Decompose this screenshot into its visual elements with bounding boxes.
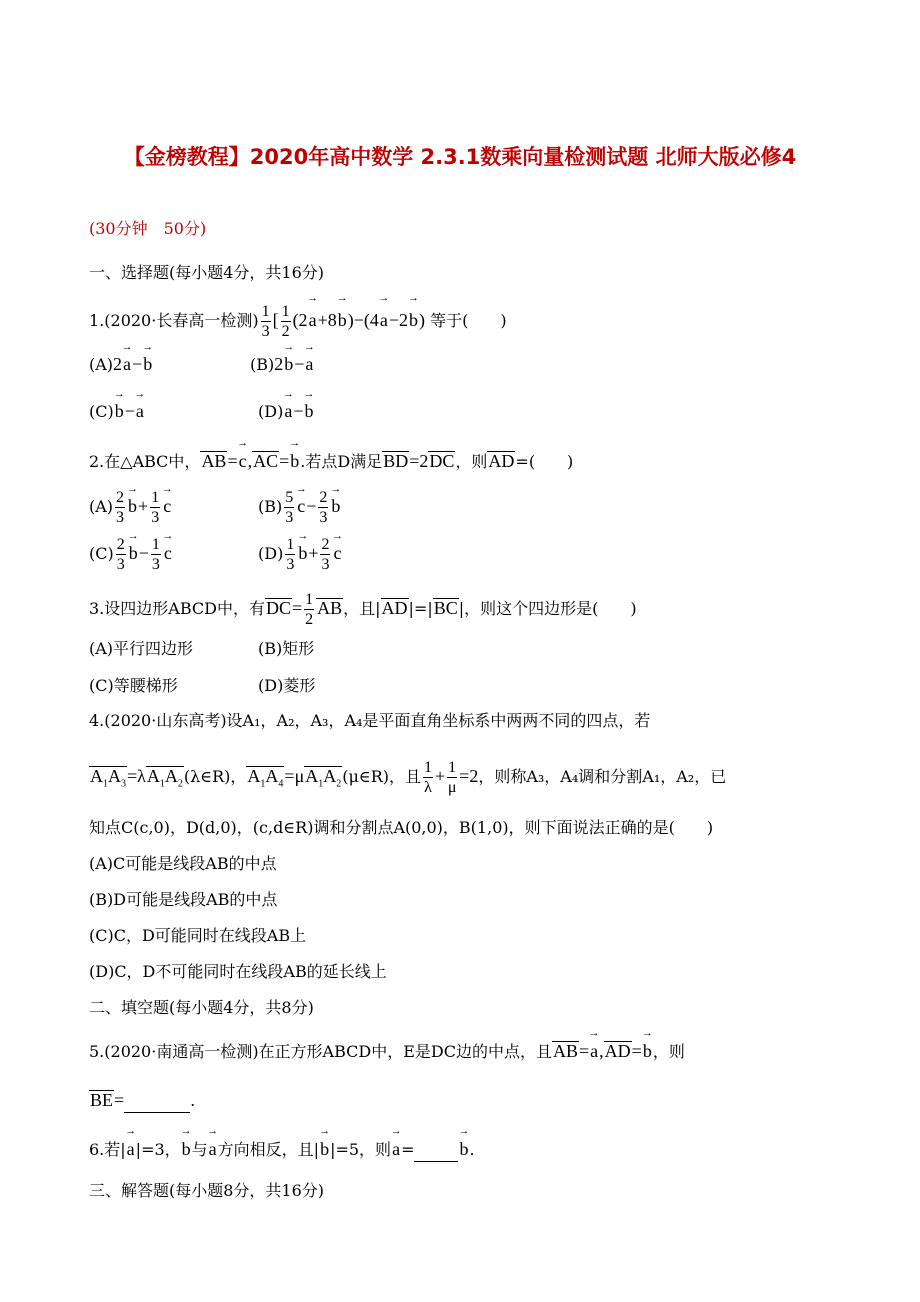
question-3: 3.设四边形ABCD中，有DC= $\frac{1}{2}$ AB，且|AD|=|BC|，则这个四边形是( ) (89, 591, 637, 628)
question-5-line-2: BE= . (89, 1089, 195, 1113)
q4-option-d[interactable]: (D)C，D不可能同时在线段AB的延长线上 (89, 962, 387, 981)
fraction-one-third: $\frac{1}{3}$ (261, 303, 270, 340)
q1-option-c[interactable]: (C)→ b−→ a (89, 401, 145, 422)
question-6: 6.若|→ a|=3，→ b与→ a方向相反，且|→ b|=5，则→ a= → b. (89, 1138, 475, 1162)
page-title: 【金榜教程】2020年高中数学 2.3.1数乘向量检测试题 北师大版必修4 (123, 145, 797, 169)
question-4-line-2: $A_1A_3=\lambda A_1A_2(\lambda\in R)$，$A_1A_4=\mu A_1A_2(\mu\in R)$，且 $\frac{1}{\lambda}$ + $\frac{1}{\mu}$ =2，则称A₃，A₄调和分割A₁，A₂，已 (90, 759, 727, 796)
q3-option-d[interactable]: (D)菱形 (258, 676, 316, 695)
q1-option-d[interactable]: (D)→ a−→ b (258, 401, 314, 422)
question-2: 2.在△ABC中，AB=→ c,AC=→ b.若点D满足BD=2DC，则AD=( ) (89, 450, 573, 473)
q1-prefix: 1.(2020·长春高一检测) (89, 311, 259, 330)
q1-option-a[interactable]: (A)2→ a−→ b (89, 354, 153, 375)
q4-option-c[interactable]: (C)C，D可能同时在线段AB上 (89, 926, 307, 945)
q4-option-a[interactable]: (A)C可能是线段AB的中点 (89, 854, 277, 873)
time-info: (30分钟 50分) (89, 219, 207, 238)
question-4-line-1: 4.(2020·山东高考)设A₁，A₂，A₃，A₄是平面直角坐标系中两两不同的四点，若 (89, 711, 651, 730)
q5-answer-blank[interactable] (124, 1090, 190, 1113)
section-heading-solve: 三、解答题(每小题8分，共16分) (89, 1181, 325, 1200)
q2-option-b[interactable]: (B) $\frac{5}{3}$ → c− $\frac{2}{3}$ → b (258, 488, 341, 527)
section-heading-fill: 二、填空题(每小题4分，共8分) (89, 998, 314, 1017)
q3-option-a[interactable]: (A)平行四边形 (89, 639, 194, 658)
question-1: 1.(2020·长春高一检测) $\frac{1}{3}$ [ $\frac{1}{2}$ (2→ a+8→ b)−(4→ a−2→ b) 等于( ) (89, 302, 507, 341)
q3-option-c[interactable]: (C)等腰梯形 (89, 676, 178, 695)
q6-answer-blank[interactable] (414, 1139, 458, 1162)
q2-option-a[interactable]: (A) $\frac{2}{3}$ → b+ $\frac{1}{3}$ → c (89, 488, 172, 527)
section-heading-choice: 一、选择题(每小题4分，共16分) (89, 263, 325, 282)
q4-option-b[interactable]: (B)D可能是线段AB的中点 (89, 890, 278, 909)
question-5: 5.(2020·南通高一检测)在正方形ABCD中，E是DC边的中点，且AB=→ a,AD=→ b，则 (89, 1040, 685, 1063)
fraction-one-half: $\frac{1}{2}$ (281, 303, 290, 340)
q1-suffix: 等于( ) (430, 311, 507, 330)
q2-option-d[interactable]: (D) $\frac{1}{3}$ → b+ $\frac{2}{3}$ → c (258, 535, 342, 574)
q3-option-b[interactable]: (B)矩形 (258, 639, 315, 658)
q1-option-b[interactable]: (B)2→ b−→ a (250, 354, 314, 375)
question-4-line-3: 知点C(c,0)，D(d,0)，(c,d∈R)调和分割点A(0,0)，B(1,0)，则下面说法正确的是( ) (89, 818, 714, 837)
q2-option-c[interactable]: (C) $\frac{2}{3}$ → b− $\frac{1}{3}$ → c (89, 535, 173, 574)
